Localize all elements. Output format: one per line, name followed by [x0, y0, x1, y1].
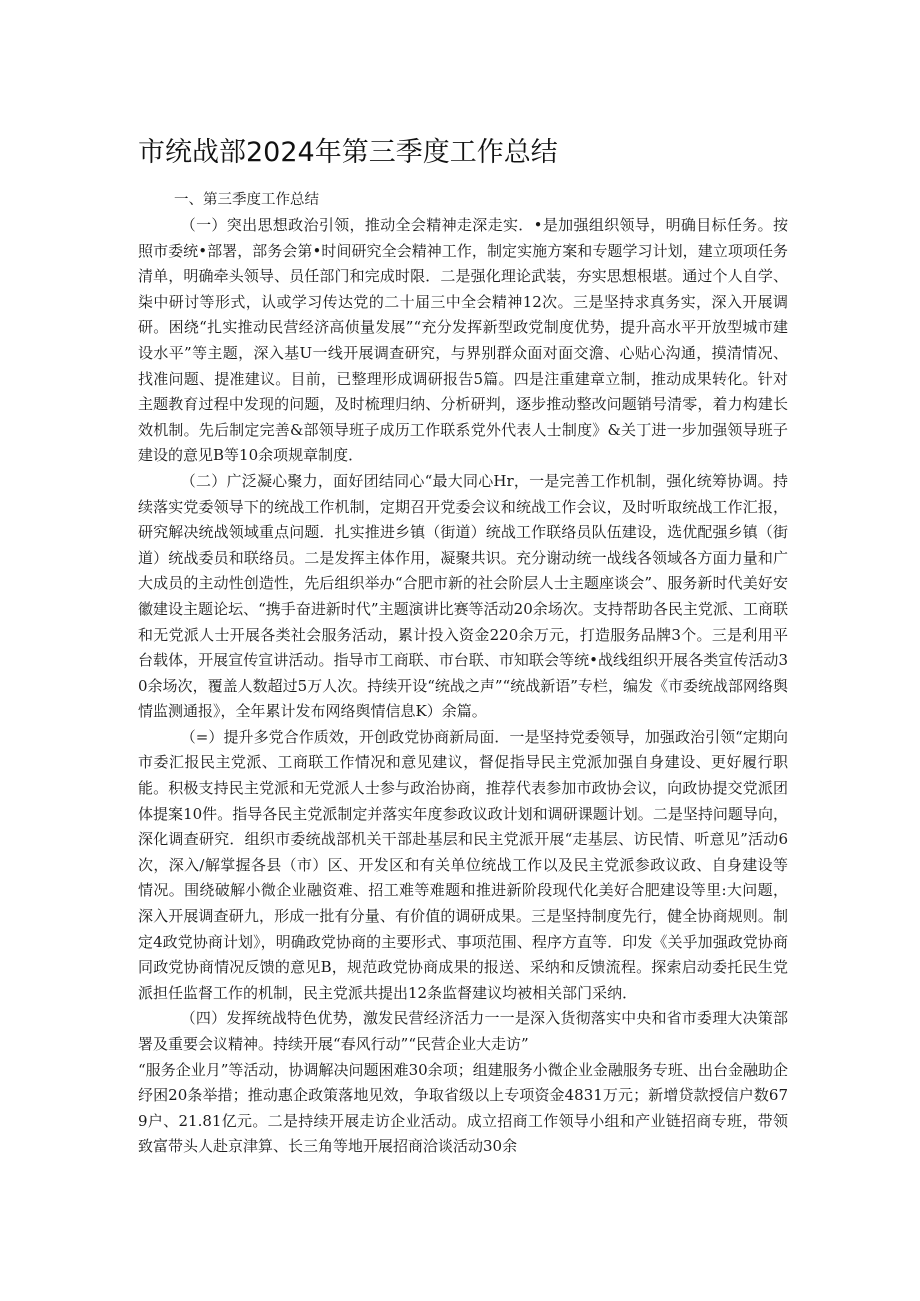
paragraph-4: （四）发挥统战特色优势，激发民营经济活力一一是深入货彻落实中央和省市委理大决策部署及重要会议精神。持续开展“春风行动”“民营企业大走访”	[138, 1009, 788, 1053]
document-body	[138, 213, 788, 1160]
paragraph-3: （=）提升多党合作质效，开创政党协商新局面．一是坚持党委领导，加强政治引领“定期向市委汇报民主党派、工商联工作情况和意见建议，督促指导民主党派加强自身建设、更好履行职能。积极支持民主党派和无党派人士参与政治协商，推荐代表参加市政协会议，向政协提交党派团体提案10件。指导各民主党派制定并落实年度参政议政计划和调研课题计划。二是坚持问题导向，深化调查研究．组织市委统战部机关干部赴基层和民主党派开展“走基层、访民情、听意见”活动6次，深入/解掌握各县（市）区、开发区和有关单位统战工作以及民主党派参政议政、自身建设等情况。围绕破解小微企业融资难、招工难等难题和推进新阶段现代化美好合肥建设等里:大问题，深入开展调查研九，形成一批有分量、有价值的调研成果。三是坚持制度先行，健全协商规则。制定4政党协商计划》，明确政党协商的主要形式、事项范围、程序方直等．印发《关乎加强政党协商同政党协商情况反馈的意见B，规范政党协商成果的报送、采纳和反馈流程。探索启动委托民生党派担任监督工作的机制，民主党派共提出12条监督建议均被相关部门采纳．	[138, 727, 788, 1002]
section-heading: 一、第三季度工作总结	[174, 192, 319, 208]
paragraph-2: （二）广泛凝心聚力，面好团结同心“最大同心Hr，一是完善工作机制，强化统筹协调。持续落实党委领导下的统战工作机制，定期召开党委会议和统战工作会议，及时听取统战工作汇报，研究解决统战领域重点问题．扎实推进乡镇（街道）统战工作联络员队伍建设，选优配强乡镇（街道）统战委员和联络员。二是发挥主体作用，凝聚共识。充分谢动统一战线各领域各方面力量和广大成员的主动性创造性，先后组织举办“合肥市新的社会阶层人士主题座谈会”、服务新时代美好安徽建设主题论坛、“携手奋进新时代”主题演讲比赛等活动20余场次。支持帮助各民主党派、工商联和无党派人士开展各类社会服务活动，累计投入资金220余万元，打造服务品牌3个。三是利用平台载体，开展宣传宣讲活动。指导市工商联、市台联、市知联会等统•战线组织开展各类宣传活动30余场次，覆盖人数超过5万人次。持续开设“统战之声”“统战新语”专栏，编发《市委统战部网络舆情监测通报》，全年累计发布网络舆情信息K）余篇。	[138, 471, 788, 721]
paragraph-5: “服务企业月”等活动，协调解决问题困难30余项；组建服务小微企业金融服务专班、出台金融助企纾困20条举措；推动惠企政策落地见效，争取省级以上专项资金4831万元；新增贷款授信户数679户、21.81亿元。二是持续开展走访企业活动。成立招商工作领导小组和产业链招商专班，带领致富带头人赴京津算、长三角等地开展招商洽谈活动30余	[138, 1060, 788, 1156]
document-page	[138, 128, 788, 1160]
document-title: 市统战部2024年第三季度工作总结	[138, 137, 558, 168]
paragraph-1: （一）突出思想政治引领，推动全会精神走深走实．•是加强组织领导，明确目标任务。按照市委统•部署，部务会第•时间研究全会精神工作，制定实施方案和专题学习计划，建立项项任务清单，明确牵头领导、员任部门和完成时限．二是强化理论武装，夯实思想根堪。通过个人自学、柒中研讨等形式，认或学习传达党的二十届三中全会精神12次。三是坚持求真务实，深入开展调研。困绕“扎实推动民营经济高侦量发展”“充分发挥新型政党制度优势，提升高水平开放型城市建设水平”等主题，深入基U一线开展调查研究，与界别群众面对面交澹、心贴心沟通，摸清情况、找准问题、提准建议。目前，已整理形成调研报告5篇。四是注重建章立制，推动成果转化。针对主题教育过程中发现的问题，及时梳理归纳、分析研判，逐步推动整改问题销号清零，着力构建长效机制。先后制定完善&部领导班子成历工作联系党外代表人士制度》&关丁进一步加强领导班子建设的意见B等10余项规章制度．	[138, 216, 788, 465]
